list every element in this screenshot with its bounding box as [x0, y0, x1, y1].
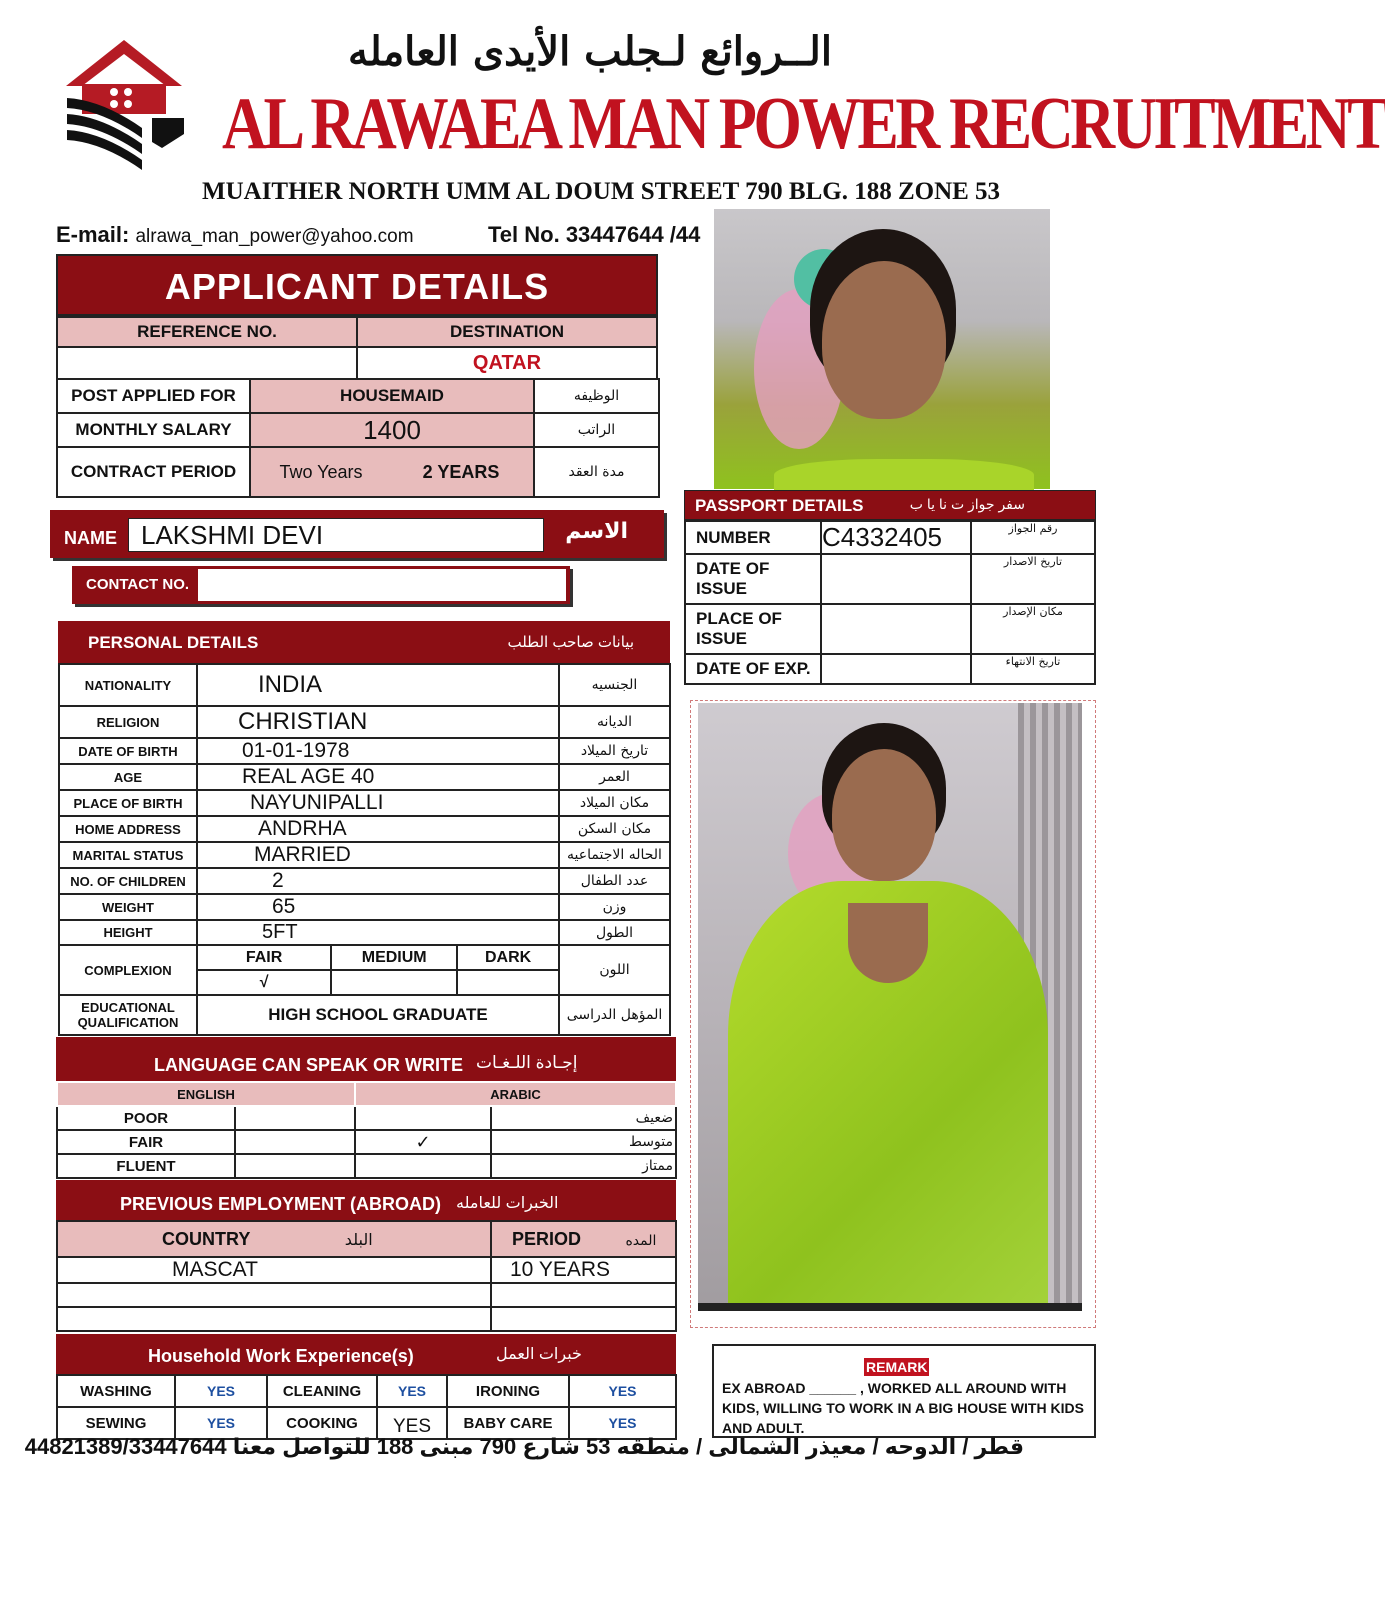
contract-value-text: Two Years	[279, 461, 363, 482]
religion-label: RELIGION	[59, 706, 197, 738]
complexion-dark: DARK	[457, 946, 558, 970]
cleaning-value: YES	[377, 1375, 447, 1407]
birthplace-value: NAYUNIPALLI	[197, 790, 559, 816]
post-label: POST APPLIED FOR	[57, 379, 250, 413]
language-title: LANGUAGE CAN SPEAK OR WRITE	[154, 1055, 464, 1075]
baby-care-label: BABY CARE	[447, 1407, 569, 1439]
household-title-bar	[56, 1334, 676, 1374]
complexion-options	[197, 945, 559, 995]
complexion-medium: MEDIUM	[331, 946, 457, 970]
footer-address: قطر / الدوحه / معيذر الشمالى / منطقه 53 شارع 790 مبنى 188 للتواصل معنا 44821389/33447644	[24, 1434, 1024, 1459]
education-value: HIGH SCHOOL GRADUATE	[197, 995, 559, 1035]
passport-number-arabic: رقم الجواز	[971, 521, 1095, 554]
dob-value: 01-01-1978	[197, 738, 559, 764]
age-arabic: العمر	[559, 764, 670, 790]
height-label: HEIGHT	[59, 920, 197, 945]
applicant-portrait-photo	[714, 209, 1050, 489]
applicant-details-title: APPLICANT DETAILS	[56, 254, 658, 316]
language-poor-mark	[355, 1106, 491, 1130]
ironing-label: IRONING	[447, 1375, 569, 1407]
language-title-arabic: إجـادة اللـغـات	[476, 1053, 578, 1072]
complexion-arabic: اللون	[559, 945, 670, 995]
company-address: MUAITHER NORTH UMM AL DOUM STREET 790 BLG. 188 ZONE 53	[202, 178, 1001, 205]
religion-arabic: الديانه	[559, 706, 670, 738]
reference-label: REFERENCE NO.	[57, 317, 357, 347]
employment-title: PREVIOUS EMPLOYMENT (ABROAD)	[120, 1194, 442, 1214]
passport-issue-place-value	[821, 604, 971, 654]
washing-label: WASHING	[57, 1375, 175, 1407]
children-value: 2	[197, 868, 559, 894]
passport-expiry-value	[821, 654, 971, 684]
home-address-arabic: مكان السكن	[559, 816, 670, 842]
email-label: E-mail:	[56, 222, 130, 247]
children-label: NO. OF CHILDREN	[59, 868, 197, 894]
marital-status-label: MARITAL STATUS	[59, 842, 197, 868]
salary-arabic: الراتب	[534, 413, 659, 447]
applicant-full-body-photo	[698, 703, 1082, 1311]
language-poor-arabic: ضعيف	[491, 1106, 676, 1130]
remark-text: EX ABROAD ______ , WORKED ALL AROUND WITH KIDS, WILLING TO WORK IN A BIG HOUSE WITH KIDS AND ADULT.	[722, 1380, 1084, 1436]
contact-field	[198, 569, 566, 601]
education-arabic: المؤهل الدراسى	[559, 995, 670, 1035]
employment-period-label: PERIOD	[512, 1228, 582, 1249]
cleaning-label: CLEANING	[267, 1375, 377, 1407]
personal-details-table	[58, 663, 671, 1036]
passport-title: PASSPORT DETAILS	[695, 496, 864, 515]
ironing-value: YES	[569, 1375, 676, 1407]
passport-issue-date-label: DATE OF ISSUE	[685, 554, 821, 604]
home-address-label: HOME ADDRESS	[59, 816, 197, 842]
weight-arabic: وزن	[559, 894, 670, 920]
passport-title-bar	[684, 490, 1096, 520]
complexion-fair: FAIR	[198, 946, 331, 970]
name-label: NAME	[64, 528, 117, 548]
dob-arabic: تاريخ الميلاد	[559, 738, 670, 764]
employment-period-header	[491, 1221, 676, 1257]
passport-issue-date-arabic: تاريخ الاصدار	[971, 554, 1095, 604]
sewing-value: YES	[175, 1407, 267, 1439]
passport-expiry-arabic: تاريخ الانتهاء	[971, 654, 1095, 684]
complexion-label: COMPLEXION	[59, 945, 197, 995]
home-address-value: ANDRHA	[197, 816, 559, 842]
cooking-label: COOKING	[267, 1407, 377, 1439]
employment-period-value: 10 YEARS	[491, 1257, 676, 1283]
personal-details-title-arabic: بيانات صاحب الطلب	[507, 634, 634, 651]
language-fluent-mark	[355, 1154, 491, 1178]
passport-table	[684, 520, 1096, 685]
cooking-value: YES	[377, 1407, 447, 1439]
weight-value: 65	[197, 894, 559, 920]
dob-label: DATE OF BIRTH	[59, 738, 197, 764]
nationality-arabic: الجنسيه	[559, 664, 670, 706]
employment-country-label: COUNTRY	[162, 1228, 251, 1249]
name-bar	[50, 510, 664, 558]
contract-value-years: 2 YEARS	[422, 461, 500, 482]
salary-label: MONTHLY SALARY	[57, 413, 250, 447]
height-value: 5FT	[197, 920, 559, 945]
weight-label: WEIGHT	[59, 894, 197, 920]
personal-details-title: PERSONAL DETAILS	[88, 633, 259, 652]
post-arabic: الوظيفه	[534, 379, 659, 413]
nationality-value: INDIA	[197, 664, 559, 706]
education-label: EDUCATIONAL QUALIFICATION	[59, 995, 197, 1035]
language-fluent-arabic: ممتاز	[491, 1154, 676, 1178]
personal-details-title-bar	[58, 621, 670, 663]
remark-title: REMARK	[866, 1359, 928, 1375]
language-table	[56, 1081, 677, 1179]
height-arabic: الطول	[559, 920, 670, 945]
washing-value: YES	[175, 1375, 267, 1407]
baby-care-value: YES	[569, 1407, 676, 1439]
nationality-label: NATIONALITY	[59, 664, 197, 706]
household-title-arabic: خبرات العمل	[496, 1346, 582, 1363]
language-fluent-label: FLUENT	[57, 1154, 235, 1178]
age-label: AGE	[59, 764, 197, 790]
age-value: REAL AGE 40	[197, 764, 559, 790]
birthplace-arabic: مكان الميلاد	[559, 790, 670, 816]
language-poor-label: POOR	[57, 1106, 235, 1130]
passport-number-value: C4332405	[821, 521, 971, 554]
marital-status-arabic: الحاله الاجتماعيه	[559, 842, 670, 868]
language-fair-label: FAIR	[57, 1130, 235, 1154]
passport-issue-date-value	[821, 554, 971, 604]
destination-value: QATAR	[357, 347, 657, 379]
language-title-bar	[56, 1037, 676, 1081]
employment-country-header	[57, 1221, 491, 1257]
employment-period-arabic: المده	[625, 1231, 657, 1248]
name-value: LAKSHMI DEVI	[141, 520, 324, 550]
language-arabic-header: ARABIC	[355, 1082, 676, 1106]
religion-value: CHRISTIAN	[197, 706, 559, 738]
language-fair-arabic: متوسط	[491, 1130, 676, 1154]
email-line	[56, 222, 414, 248]
employment-title-arabic: الخبرات للعامله	[456, 1195, 559, 1212]
name-field	[128, 518, 544, 552]
contact-label: CONTACT NO.	[86, 576, 190, 593]
email-address[interactable]: alrawa_man_power@yahoo.com	[135, 226, 414, 247]
destination-label: DESTINATION	[357, 317, 657, 347]
language-english-header: ENGLISH	[57, 1082, 355, 1106]
household-table	[56, 1374, 677, 1440]
company-name-arabic: الــروائع لـجلب الأيدى العامله	[348, 28, 832, 75]
company-logo	[62, 38, 187, 173]
marital-status-value: MARRIED	[197, 842, 559, 868]
telephone: Tel No. 33447644 /44	[488, 222, 701, 247]
reference-value	[57, 347, 357, 379]
passport-number-label: NUMBER	[685, 521, 821, 554]
post-value: HOUSEMAID	[250, 379, 534, 413]
employment-country-arabic: البلد	[344, 1231, 373, 1249]
company-name-english: AL RAWAEA MAN POWER RECRUITMENT	[222, 83, 1385, 165]
contract-label: CONTRACT PERIOD	[57, 447, 250, 497]
sewing-label: SEWING	[57, 1407, 175, 1439]
name-arabic: الاسم	[565, 518, 628, 543]
household-title: Household Work Experience(s)	[148, 1346, 414, 1366]
employment-country-value: MASCAT	[57, 1257, 491, 1283]
remark-box	[712, 1344, 1096, 1438]
passport-title-arabic: سفر جواز ت نا يا ب	[909, 496, 1025, 512]
contract-arabic: مدة العقد	[534, 447, 659, 497]
salary-value: 1400	[250, 413, 534, 447]
complexion-fair-check: √	[198, 970, 331, 994]
post-table	[56, 378, 660, 498]
birthplace-label: PLACE OF BIRTH	[59, 790, 197, 816]
reference-table	[56, 316, 658, 380]
contact-bar	[72, 566, 570, 604]
contract-values	[250, 447, 534, 497]
employment-title-bar	[56, 1180, 676, 1220]
children-arabic: عدد الطفال	[559, 868, 670, 894]
passport-issue-place-label: PLACE OF ISSUE	[685, 604, 821, 654]
passport-issue-place-arabic: مكان الإصدار	[971, 604, 1095, 654]
passport-expiry-label: DATE OF EXP.	[685, 654, 821, 684]
language-fair-mark: ✓	[355, 1130, 491, 1154]
employment-table	[56, 1220, 677, 1332]
